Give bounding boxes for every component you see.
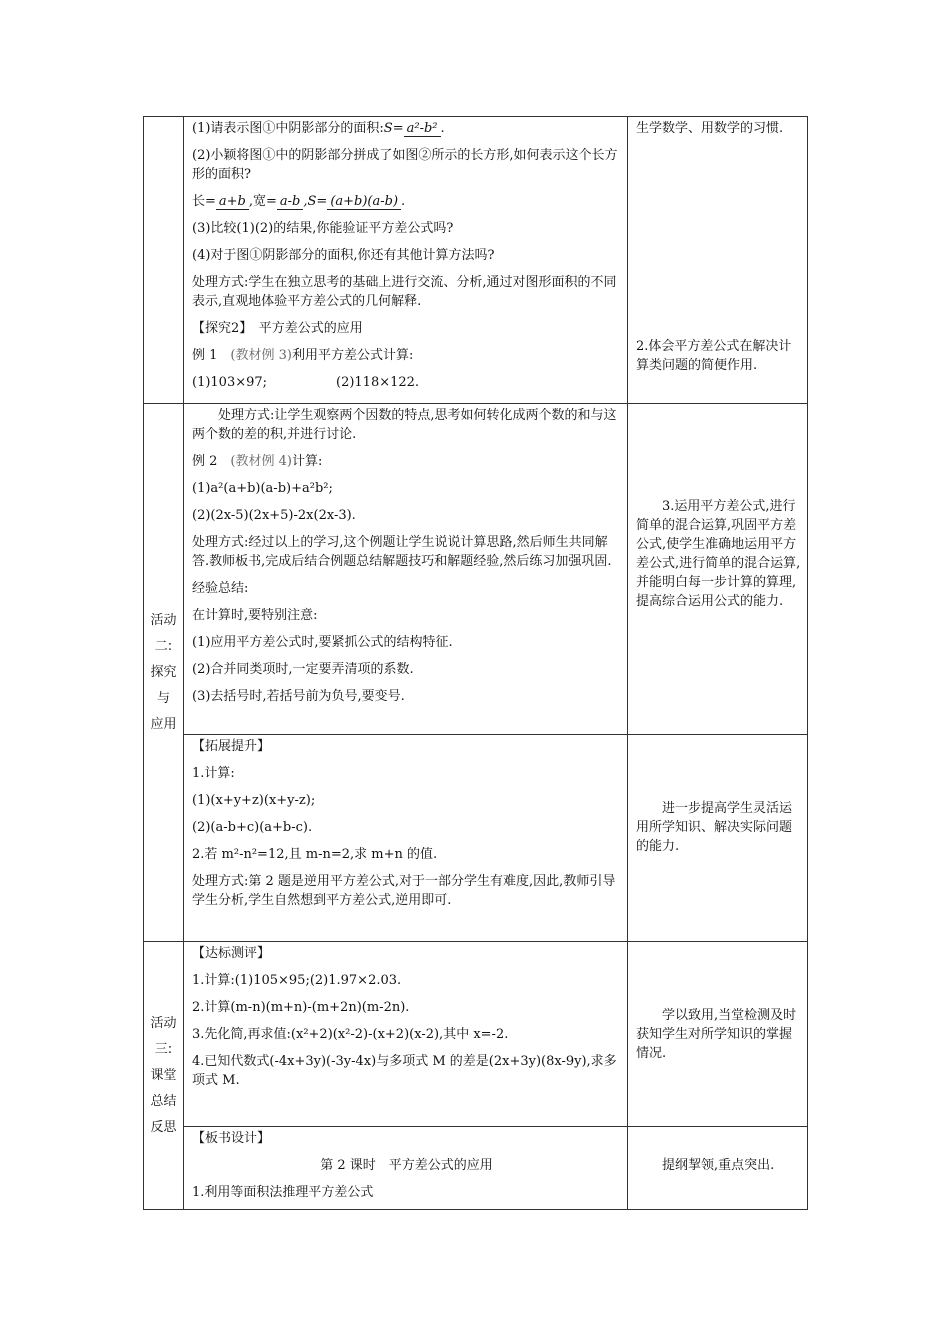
- note-assessment: 学以致用,当堂检测及时获知学生对所学知识的掌握情况.: [636, 1007, 797, 1061]
- example2-ref: (教材例 4): [230, 454, 292, 469]
- row-activity-3: [144, 942, 808, 1127]
- note-cell: [628, 942, 808, 1127]
- board-title: 【板书设计】: [192, 1131, 271, 1146]
- summary-item: (2)合并同类项时,一定要弄清项的系数.: [192, 662, 414, 677]
- content-cell: (1)请表示图①中阴影部分的面积:S= a²-b² . (2)小颖将图①中的阴影部分拼成了如图②所示的长方形,如何表示这个长方形的面积? 长= a+b ,宽= a-b ,S= (a+b)(a-b) . (3)比较(1)(2)的结果,你能验证平方差公式吗? (4)对于图①阴影部分的面积,你还有其他计算方法吗? 处理方式:学生在独立思考的基础上进行交流、分析,通过对图形面积的不同表示,直观地体验平方差公式的几何解释. 【探究2】 平方差公式的应用 例 1 (教材例 3)利用平方差公式计算: (1)103×97; (2)118×122.: [184, 117, 628, 404]
- board-heading: 第 2 课时 平方差公式的应用: [320, 1158, 493, 1173]
- activity-3-label: 活动 三: 课堂 总结 反思: [144, 942, 184, 1210]
- extension-item: 1.计算:: [192, 766, 235, 781]
- example1-text: 利用平方差公式计算:: [291, 348, 414, 363]
- assessment-item: 3.先化简,再求值:(x²+2)(x²-2)-(x+2)(x-2),其中 x=-2.: [192, 1027, 509, 1042]
- example2-text: 计算:: [291, 454, 323, 469]
- note-extension: 进一步提高学生灵活运用所学知识、解决实际问题的能力.: [636, 800, 793, 854]
- row-activity-2: [144, 404, 808, 735]
- note-cell: [628, 404, 808, 735]
- row-explore-1: [144, 117, 808, 404]
- note-habit: 生学数学、用数学的习惯.: [636, 121, 784, 136]
- note-mixed-ops: 3.运用平方差公式,进行简单的混合运算,巩固平方差公式,使学生准确地运用平方差公式,进行简单的混合运算,并能明白每一步计算的算理,提高综合运用公式的能力.: [636, 499, 801, 609]
- q3: (3)比较(1)(2)的结果,你能验证平方差公式吗?: [192, 221, 454, 236]
- explore2-title: 【探究2】 平方差公式的应用: [192, 321, 363, 336]
- assessment-item: 4.已知代数式(-4x+3y)(-3y-4x)与多项式 M 的差是(2x+3y)(8x-9y),求多项式 M.: [192, 1054, 617, 1088]
- method-text: 处理方式:让学生观察两个因数的特点,思考如何转化成两个数的和与这两个数的差的积,并进行讨论.: [192, 408, 617, 442]
- method-text: 处理方式:第 2 题是逆用平方差公式,对于一部分学生有难度,因此,教师引导学生分析,学生自然想到平方差公式,逆用即可.: [192, 874, 616, 908]
- q1-answer: a²-b²: [404, 122, 441, 137]
- q4: (4)对于图①阴影部分的面积,你还有其他计算方法吗?: [192, 248, 495, 263]
- q1-s: S=: [383, 121, 404, 136]
- note-formula: 2.体会平方差公式在解决计算类问题的简便作用.: [636, 339, 792, 373]
- summary-item: (3)去括号时,若括号前为负号,要变号.: [192, 689, 405, 704]
- summary-item: (1)应用平方差公式时,要紧抓公式的结构特征.: [192, 635, 453, 650]
- area-label: ,S=: [303, 194, 328, 209]
- content-cell: [184, 404, 628, 735]
- assessment-item: 1.计算:(1)105×95;(2)1.97×2.03.: [192, 973, 402, 988]
- note-cell: [628, 735, 808, 942]
- row-board-design: [144, 1127, 808, 1210]
- extension-title: 【拓展提升】: [192, 739, 271, 754]
- note-cell: [628, 1127, 808, 1210]
- row-extension: [144, 735, 808, 942]
- q1-label: (1)请表示图①中阴影部分的面积:: [192, 121, 384, 136]
- summary-intro: 在计算时,要特别注意:: [192, 608, 318, 623]
- extension-item: (2)(a-b+c)(a+b-c).: [192, 820, 313, 835]
- extension-item: 2.若 m²-n²=12,且 m-n=2,求 m+n 的值.: [192, 847, 438, 862]
- length-value: a+b: [216, 195, 249, 210]
- method-text: 处理方式:学生在独立思考的基础上进行交流、分析,通过对图形面积的不同表示,直观地体验平方差公式的几何解释.: [192, 275, 617, 309]
- method-text: 处理方式:经过以上的学习,这个例题让学生说说计算思路,然后师生共同解答.教师板书,完成后结合例题总结解题技巧和解题经验,然后练习加强巩固.: [192, 535, 612, 569]
- area-value: (a+b)(a-b): [327, 195, 401, 210]
- example2-a: (1)a²(a+b)(a-b)+a²b²;: [192, 481, 333, 496]
- lesson-plan-table: [143, 116, 808, 1210]
- extension-item: (1)(x+y+z)(x+y-z);: [192, 793, 316, 808]
- assessment-title: 【达标测评】: [192, 946, 271, 961]
- summary-title: 经验总结:: [192, 581, 249, 596]
- example2-b: (2)(2x-5)(2x+5)-2x(2x-3).: [192, 508, 356, 523]
- width-value: a-b: [277, 195, 303, 210]
- length-label: 长=: [192, 194, 216, 209]
- activity-label-empty: [144, 117, 184, 404]
- content-cell: [184, 942, 628, 1127]
- content-cell: [184, 735, 628, 942]
- example1-prefix: 例 1: [192, 348, 231, 363]
- width-label: ,宽=: [248, 194, 277, 209]
- example1-a: (1)103×97;: [192, 375, 268, 390]
- content-cell: [184, 1127, 628, 1210]
- q2: (2)小颖将图①中的阴影部分拼成了如图②所示的长方形,如何表示这个长方形的面积?: [192, 148, 618, 182]
- board-item: 1.利用等面积法推理平方差公式: [192, 1185, 374, 1200]
- example2-prefix: 例 2: [192, 454, 231, 469]
- activity-2-label: 活动 二: 探究 与 应用: [144, 404, 184, 942]
- example1-b: (2)118×122.: [336, 375, 420, 390]
- example1-ref: (教材例 3): [230, 348, 292, 363]
- assessment-item: 2.计算(m-n)(m+n)-(m+2n)(m-2n).: [192, 1000, 410, 1015]
- note-cell: [628, 117, 808, 404]
- note-board: 提纲挈领,重点突出.: [662, 1158, 775, 1173]
